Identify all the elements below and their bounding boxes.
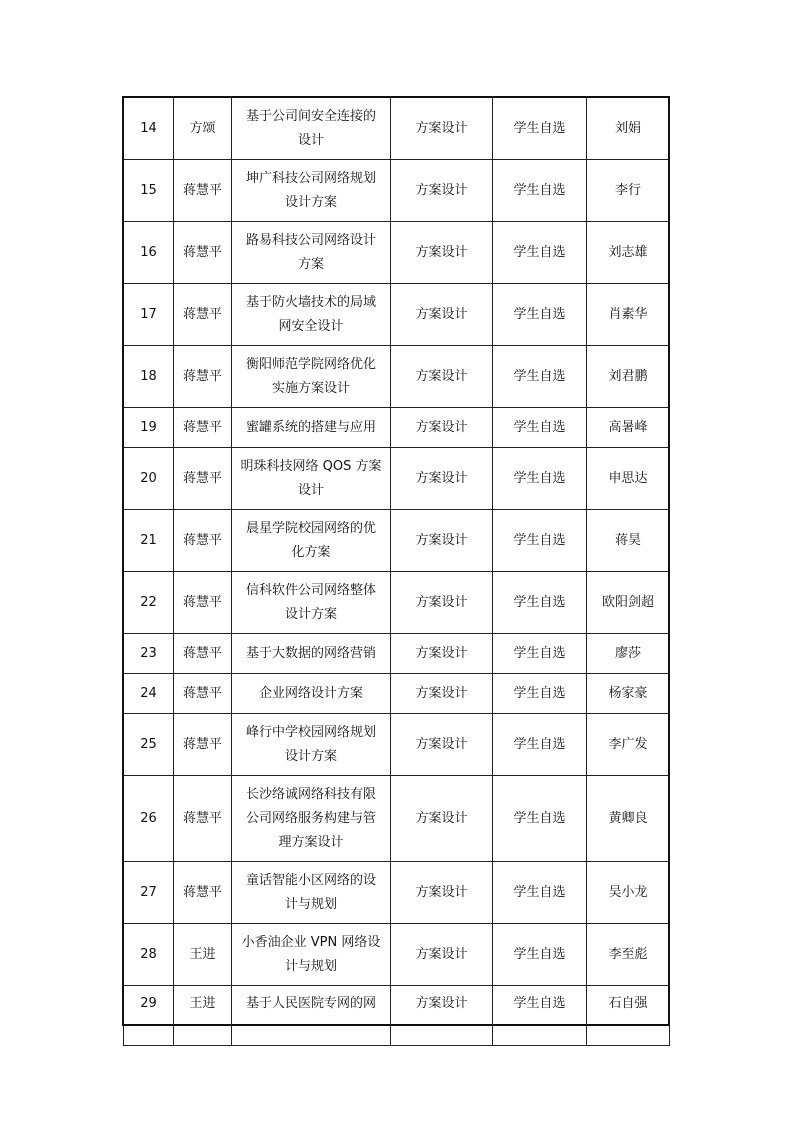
topic-title-cell bbox=[232, 986, 391, 1046]
topic-source-cell: 学生自选 bbox=[493, 634, 587, 674]
table-row bbox=[124, 634, 670, 674]
topic-title-line: 基于防火墙技术的局域 bbox=[245, 294, 376, 310]
topic-title-cell bbox=[232, 862, 391, 924]
topic-type-cell: 方案设计 bbox=[391, 222, 493, 284]
teacher-cell: 蒋慧平 bbox=[174, 448, 232, 510]
student-cell: 刘君鹏 bbox=[587, 346, 670, 408]
table-row bbox=[124, 714, 670, 776]
table-border-left bbox=[122, 97, 124, 1025]
teacher-cell: 蒋慧平 bbox=[174, 510, 232, 572]
table-row bbox=[124, 346, 670, 408]
topic-title-cell bbox=[232, 572, 391, 634]
topic-table bbox=[123, 97, 670, 1046]
student-cell: 蒋昊 bbox=[587, 510, 670, 572]
topic-title-cell bbox=[232, 160, 391, 222]
topic-title-line: 方案 bbox=[297, 256, 324, 272]
topic-type-cell: 方案设计 bbox=[391, 510, 493, 572]
table-row bbox=[124, 674, 670, 714]
student-cell: 吴小龙 bbox=[587, 862, 670, 924]
student-cell: 李行 bbox=[587, 160, 670, 222]
topic-title-line: 理方案设计 bbox=[278, 834, 344, 850]
topic-source-cell: 学生自选 bbox=[493, 408, 587, 448]
student-cell: 杨家豪 bbox=[587, 674, 670, 714]
topic-source-cell: 学生自选 bbox=[493, 346, 587, 408]
teacher-cell: 方颂 bbox=[174, 98, 232, 160]
topic-title-cell bbox=[232, 924, 391, 986]
topic-type-cell: 方案设计 bbox=[391, 160, 493, 222]
topic-title-line: 坤广科技公司网络规划 bbox=[245, 170, 376, 186]
topic-source-cell: 学生自选 bbox=[493, 674, 587, 714]
row-number-cell: 17 bbox=[124, 284, 174, 346]
row-number-cell: 23 bbox=[124, 634, 174, 674]
topic-title-cell bbox=[232, 222, 391, 284]
topic-title-line: 长沙络诚网络科技有限 bbox=[245, 786, 376, 802]
student-cell: 廖莎 bbox=[587, 634, 670, 674]
topic-title-line: 基于人民医院专网的网 bbox=[245, 996, 376, 1011]
student-cell: 高暑峰 bbox=[587, 408, 670, 448]
teacher-cell: 王进 bbox=[174, 924, 232, 986]
topic-title-line: 企业网络设计方案 bbox=[258, 685, 363, 701]
topic-source-cell: 学生自选 bbox=[493, 510, 587, 572]
table-row bbox=[124, 408, 670, 448]
row-number-cell: 26 bbox=[124, 776, 174, 862]
student-cell: 刘娟 bbox=[587, 98, 670, 160]
topic-source-cell: 学生自选 bbox=[493, 986, 587, 1046]
teacher-cell: 蒋慧平 bbox=[174, 714, 232, 776]
topic-source-cell: 学生自选 bbox=[493, 284, 587, 346]
topic-title-line: 基于公司间安全连接的 bbox=[245, 108, 376, 124]
student-cell: 石自强 bbox=[587, 986, 670, 1046]
student-cell: 李广发 bbox=[587, 714, 670, 776]
table-row bbox=[124, 448, 670, 510]
topic-title-cell bbox=[232, 448, 391, 510]
table-row bbox=[124, 986, 670, 1046]
topic-title-line: 计与规划 bbox=[284, 896, 337, 912]
teacher-cell: 蒋慧平 bbox=[174, 346, 232, 408]
topic-type-cell: 方案设计 bbox=[391, 284, 493, 346]
table-border-top bbox=[122, 96, 670, 98]
teacher-cell: 蒋慧平 bbox=[174, 776, 232, 862]
topic-title-line: 小香油企业 VPN 网络设 bbox=[241, 934, 381, 950]
teacher-cell: 蒋慧平 bbox=[174, 284, 232, 346]
topic-type-cell: 方案设计 bbox=[391, 634, 493, 674]
topic-source-cell: 学生自选 bbox=[493, 448, 587, 510]
topic-type-cell: 方案设计 bbox=[391, 98, 493, 160]
topic-title-line: 基于大数据的网络营销 bbox=[245, 645, 376, 661]
topic-title-line: 蜜罐系统的搭建与应用 bbox=[245, 419, 376, 435]
table-row bbox=[124, 776, 670, 862]
student-cell: 肖素华 bbox=[587, 284, 670, 346]
topic-type-cell: 方案设计 bbox=[391, 924, 493, 986]
topic-title-line: 设计方案 bbox=[284, 748, 337, 764]
topic-title-line: 信科软件公司网络整体 bbox=[245, 582, 376, 598]
topic-title-cell bbox=[232, 408, 391, 448]
topic-type-cell: 方案设计 bbox=[391, 986, 493, 1046]
topic-title-line: 峰行中学校园网络规划 bbox=[245, 724, 376, 740]
topic-title-line: 衡阳师范学院网络优化 bbox=[245, 356, 376, 372]
student-cell: 李至彪 bbox=[587, 924, 670, 986]
table-border-bottom bbox=[122, 1024, 670, 1026]
topic-source-cell: 学生自选 bbox=[493, 862, 587, 924]
topic-type-cell: 方案设计 bbox=[391, 448, 493, 510]
topic-title-cell bbox=[232, 776, 391, 862]
topic-type-cell: 方案设计 bbox=[391, 572, 493, 634]
student-cell: 欧阳剑超 bbox=[587, 572, 670, 634]
topic-title-cell bbox=[232, 634, 391, 674]
student-cell: 申思达 bbox=[587, 448, 670, 510]
row-number-cell: 24 bbox=[124, 674, 174, 714]
topic-title-line: 晨星学院校园网络的优 bbox=[245, 520, 376, 536]
table-row bbox=[124, 924, 670, 986]
table-row bbox=[124, 222, 670, 284]
topic-type-cell: 方案设计 bbox=[391, 674, 493, 714]
topic-title-cell bbox=[232, 98, 391, 160]
row-number-cell: 20 bbox=[124, 448, 174, 510]
topic-title-line: 化方案 bbox=[291, 544, 331, 560]
topic-source-cell: 学生自选 bbox=[493, 924, 587, 986]
topic-title-cell bbox=[232, 346, 391, 408]
teacher-cell: 蒋慧平 bbox=[174, 862, 232, 924]
topic-title-line: 实施方案设计 bbox=[271, 380, 350, 396]
row-number-cell: 18 bbox=[124, 346, 174, 408]
student-cell: 黄卿良 bbox=[587, 776, 670, 862]
row-number-cell: 28 bbox=[124, 924, 174, 986]
table-row bbox=[124, 862, 670, 924]
topic-source-cell: 学生自选 bbox=[493, 714, 587, 776]
table-row bbox=[124, 160, 670, 222]
topic-title-line: 路易科技公司网络设计 bbox=[245, 232, 376, 248]
teacher-cell: 蒋慧平 bbox=[174, 408, 232, 448]
topic-source-cell: 学生自选 bbox=[493, 222, 587, 284]
topic-type-cell: 方案设计 bbox=[391, 714, 493, 776]
topic-title-line: 公司网络服务构建与管 bbox=[245, 810, 376, 826]
teacher-cell: 蒋慧平 bbox=[174, 674, 232, 714]
topic-source-cell: 学生自选 bbox=[493, 572, 587, 634]
row-number-cell: 16 bbox=[124, 222, 174, 284]
table-row bbox=[124, 572, 670, 634]
topic-table-body bbox=[124, 98, 670, 1046]
topic-source-cell: 学生自选 bbox=[493, 776, 587, 862]
teacher-cell: 蒋慧平 bbox=[174, 634, 232, 674]
teacher-cell: 王进 bbox=[174, 986, 232, 1046]
topic-type-cell: 方案设计 bbox=[391, 346, 493, 408]
topic-type-cell: 方案设计 bbox=[391, 776, 493, 862]
topic-title-line: 设计 bbox=[297, 482, 324, 498]
topic-type-cell: 方案设计 bbox=[391, 408, 493, 448]
student-cell: 刘志雄 bbox=[587, 222, 670, 284]
topic-type-cell: 方案设计 bbox=[391, 862, 493, 924]
row-number-cell: 29 bbox=[124, 986, 174, 1046]
row-number-cell: 15 bbox=[124, 160, 174, 222]
teacher-cell: 蒋慧平 bbox=[174, 572, 232, 634]
row-number-cell: 14 bbox=[124, 98, 174, 160]
topic-title-cell bbox=[232, 674, 391, 714]
topic-title-line: 网安全设计 bbox=[278, 318, 344, 334]
row-number-cell: 27 bbox=[124, 862, 174, 924]
row-number-cell: 19 bbox=[124, 408, 174, 448]
teacher-cell: 蒋慧平 bbox=[174, 160, 232, 222]
topic-title-line: 明珠科技网络 QOS 方案 bbox=[240, 458, 382, 474]
table-row bbox=[124, 284, 670, 346]
topic-title-cell bbox=[232, 714, 391, 776]
row-number-cell: 25 bbox=[124, 714, 174, 776]
topic-title-line: 童话智能小区网络的设 bbox=[245, 872, 376, 888]
topic-title-line: 设计方案 bbox=[284, 606, 337, 622]
row-number-cell: 21 bbox=[124, 510, 174, 572]
topic-title-line: 设计方案 bbox=[284, 194, 337, 210]
topic-title-cell bbox=[232, 510, 391, 572]
topic-title-line: 计与规划 bbox=[284, 958, 337, 974]
teacher-cell: 蒋慧平 bbox=[174, 222, 232, 284]
topic-title-cell bbox=[232, 284, 391, 346]
table-row bbox=[124, 510, 670, 572]
table-border-right bbox=[668, 97, 670, 1025]
topic-source-cell: 学生自选 bbox=[493, 160, 587, 222]
row-number-cell: 22 bbox=[124, 572, 174, 634]
topic-title-line: 设计 bbox=[297, 132, 324, 148]
topic-source-cell: 学生自选 bbox=[493, 98, 587, 160]
table-row bbox=[124, 98, 670, 160]
